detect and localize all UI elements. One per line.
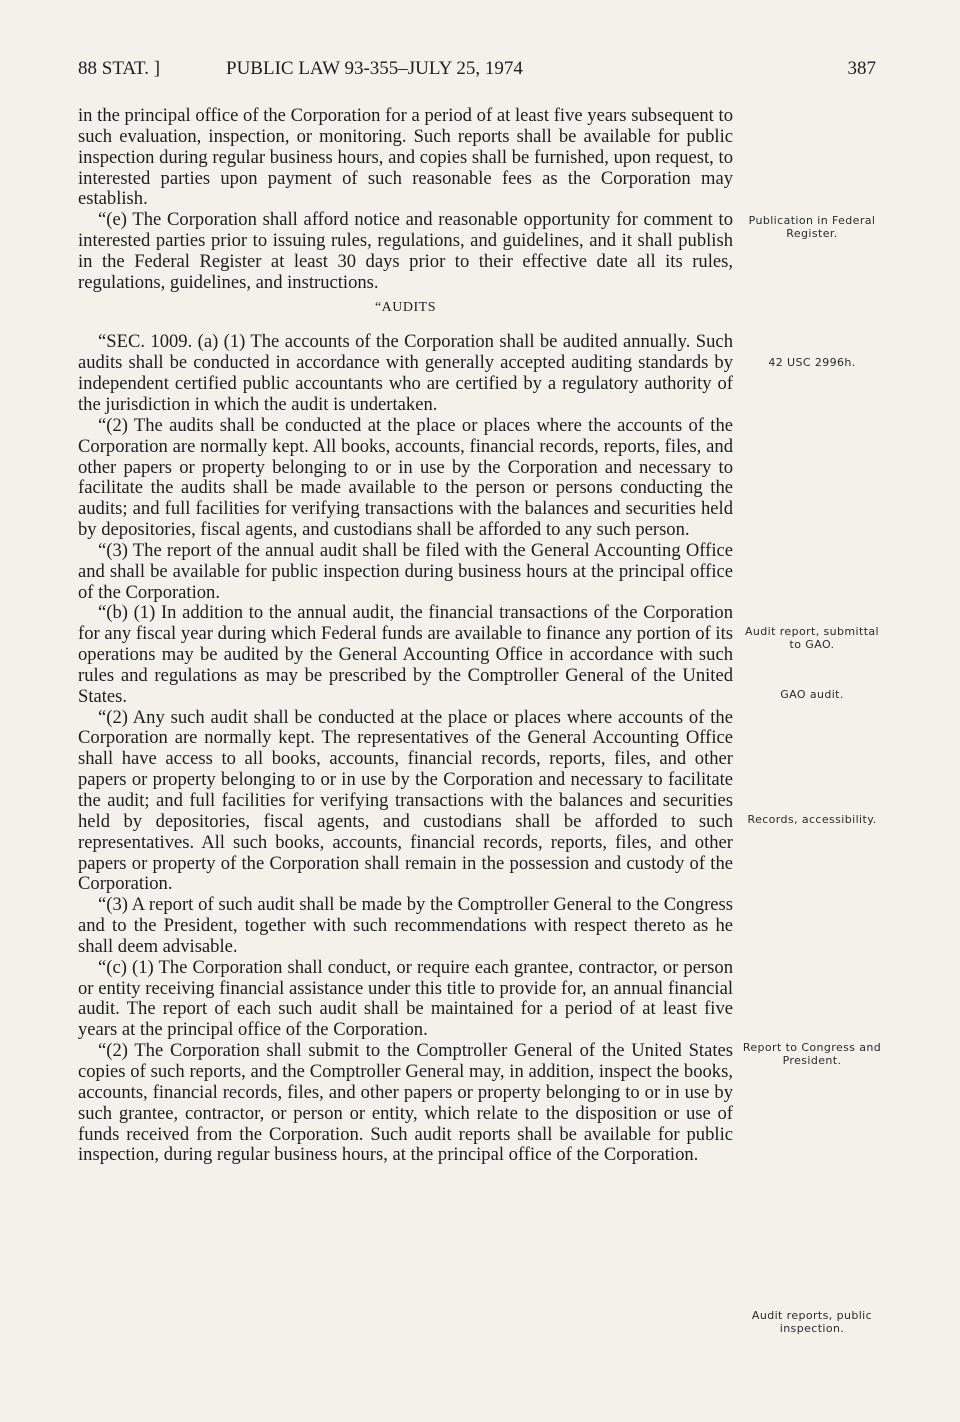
body-text xyxy=(78,106,733,1166)
paragraph-b1: “(b) (1) In addition to the annual audit, the financial transactions of the Corporation for any fiscal year during which Federal funds are available to finance any portion of its operations may be audited by the General Accounting Office in accordance with such rules and regulations as may be prescribed by the Comptroller General of the United States. xyxy=(78,602,733,707)
margin-note-report-congress: Report to Congress and President. xyxy=(742,1041,882,1067)
paragraph-c2: “(2) The Corporation shall submit to the Comptroller General of the United States copies of such reports, and the Comptroller General may, in addition, inspect the books, accounts, financial records, files, and other papers or property belonging to or in use by such grantee, contractor, or person or entity, which relate to the disposition or use of funds received from the Corporation. Such audit reports shall be available for public inspection, during regular business hours, at the principal office of the Corporation. xyxy=(78,1040,733,1166)
page-header xyxy=(78,58,876,86)
paragraph-a3: “(3) The report of the annual audit shall be filed with the General Accounting Office and shall be available for public inspection during business hours at the principal office of the Corporation. xyxy=(78,539,733,603)
margin-note-gao-audit: GAO audit. xyxy=(780,688,844,701)
paragraph-b3: “(3) A report of such audit shall be made by the Comptroller General to the Congress and to the President, together with such recommendations with respect thereto as he shall deem advisable. xyxy=(78,894,733,957)
statute-volume: 88 STAT. ] xyxy=(78,58,161,79)
margin-note-records: Records, accessibility. xyxy=(747,813,877,826)
paragraph-a2: “(2) The audits shall be conducted at the place or places where the accounts of the Corporation are normally kept. All books, accounts, financial records, reports, files, and other papers or property belonging to or in use by the Corporation and necessary to facilitate the audits shall be made available to the person or persons conducting the audits; and full facilities for verifying transactions with the balances and securities held by depositories, fiscal agents, and custodians shall be afforded to any such person. xyxy=(78,414,733,541)
paragraph-c1: “(c) (1) The Corporation shall conduct, or require each grantee, contractor, or person or entity receiving financial assistance under this title to provide for, an annual financial audit. The report of each such audit shall be maintained for a period of at least five years at the principal office of the Corporation. xyxy=(78,956,733,1041)
paragraph-sec-1009-a1: “SEC. 1009. (a) (1) The accounts of the Corporation shall be audited annually. Such audits shall be conducted in accordance with generally accepted auditing standards by independent certified public accountants who are certified by a regulatory authority of the jurisdiction in which the audit is undertaken. xyxy=(78,331,733,415)
page-number: 387 xyxy=(847,58,876,79)
margin-note-audit-report: Audit report, submittal to GAO. xyxy=(744,625,879,651)
law-title: PUBLIC LAW 93-355–JULY 25, 1974 xyxy=(226,58,523,79)
section-heading-audits: “AUDITS xyxy=(374,299,437,315)
margin-note-publication: Publication in Federal Register. xyxy=(748,214,876,240)
paragraph-continuation: in the principal office of the Corporation for a period of at least five years subsequent to such evaluation, inspection, or monitoring. Such reports shall be available for public inspection during regular business hours, and copies shall be furnished, upon request, to interested parties upon payment of such reasonable fees as the Corporation may establish. xyxy=(78,105,733,210)
margin-note-usc: 42 USC 2996h. xyxy=(768,356,856,369)
paragraph-e: “(e) The Corporation shall afford notice and reasonable opportunity for comment to interested parties prior to issuing rules, regulations, and guidelines, and it shall publish in the Federal Register at least 30 days prior to their effective date all its rules, regulations, guidelines, and instructions. xyxy=(78,209,733,293)
margin-note-public-inspection: Audit reports, public inspection. xyxy=(751,1309,873,1335)
paragraph-b2: “(2) Any such audit shall be conducted at the place or places where accounts of the Corporation are normally kept. The representatives of the General Accounting Office shall have access to all books, accounts, financial records, reports, files, and other papers or property belonging to or in use by the Corporation and necessary to facilitate the audit; and full facilities for verifying transactions with the balances and securities held by depositories, fiscal agents, and custodians shall be afforded to such representatives. All such books, accounts, financial records, reports, files, and other papers or property of the Corporation shall remain in the possession and custody of the Corporation. xyxy=(78,706,733,895)
